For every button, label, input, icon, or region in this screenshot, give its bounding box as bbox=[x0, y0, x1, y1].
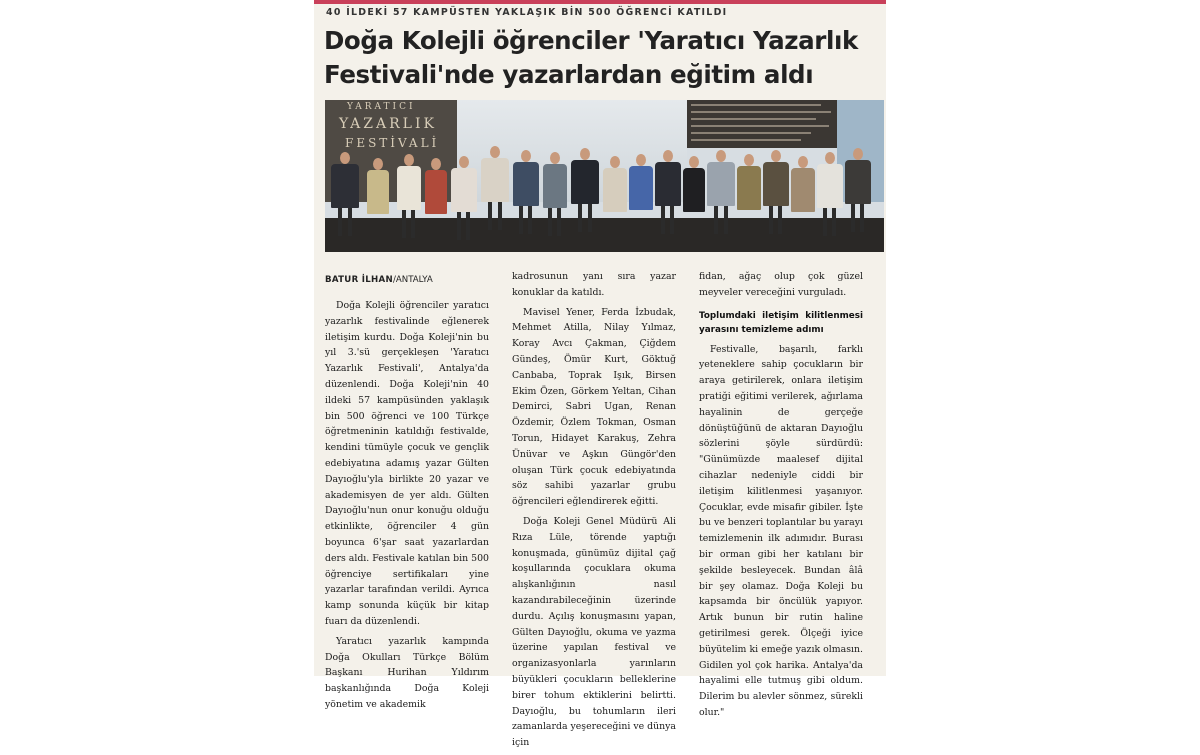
photo-person bbox=[367, 158, 389, 238]
subheading: Toplumdaki iletişim kilitlenmesi yarasını temizleme adımı bbox=[699, 310, 863, 335]
photo-person bbox=[331, 152, 359, 238]
photo-person bbox=[451, 156, 477, 238]
photo-person bbox=[655, 150, 681, 238]
byline-name: BATUR İLHAN bbox=[325, 275, 393, 285]
photo-person bbox=[791, 156, 815, 238]
photo-person bbox=[571, 148, 599, 238]
paragraph: Mavisel Yener, Ferda İzbudak, Mehmet Atilla, Nilay Yılmaz, Koray Avcı Çakman, Çiğdem Gündeş, Ömür Kurt, Göktuğ Canbaba, Toprak Işık, Birsen Ekim Özen, Görkem Yeltan, Cihan Demirci, Sabri Ugan, Renan Özdemir, Özlem Tokman, Osman Torun, Hidayet Karakuş, Zehra Ünüvar ve Aşkın Güngör'den oluşan Türk çocuk edebiyatında söz sahibi yazarlar grubu öğrencileri eğlendirerek eğitti. bbox=[512, 306, 676, 508]
photo-person bbox=[513, 150, 539, 238]
banner-line-3: FESTİVALİ bbox=[345, 136, 440, 150]
photo-person bbox=[737, 154, 761, 238]
article-column-2 bbox=[512, 269, 676, 755]
accent-bar bbox=[314, 0, 886, 4]
photo-person bbox=[845, 148, 871, 238]
byline-location: /ANTALYA bbox=[393, 275, 433, 285]
article-column-3 bbox=[699, 269, 863, 725]
newspaper-clipping bbox=[314, 0, 886, 749]
photo-person bbox=[543, 152, 567, 238]
article-column-1 bbox=[325, 298, 489, 717]
photo-person bbox=[763, 150, 789, 238]
photo-person bbox=[425, 158, 447, 238]
photo-person bbox=[603, 156, 627, 238]
paragraph: Yaratıcı yazarlık kampında Doğa Okulları Türkçe Bölüm Başkanı Hurihan Yıldırım başkanlığında Doğa Koleji yönetim ve akademik bbox=[325, 635, 489, 710]
paragraph: Doğa Kolejli öğrenciler yaratıcı yazarlık festivalinde eğlenerek iletişim kurdu. Doğa Koleji'nin bu yıl 3.'sü gerçekleşen 'Yaratıcı Yazarlık Festivali', Antalya'da düzenlendi. Doğa Koleji'nin 40 ildeki 57 kampüsünden yaklaşık bin 500 öğrenci ve 100 Türkçe öğretmeninin katıldığı festivalde, kendini tümüyle çocuk ve gençlik edebiyatına adamış yazar Gülten Dayıoğlu'yla birlikte 20 yazar ve akademisyen de yer aldı. Gülten Dayıoğlu'nun onur konuğu olduğu etkinlikte, öğrenciler 4 gün boyunca 6'şar saat yazarlardan ders aldı. Festivale katılan bin 500 öğrenciye sertifikaları yine yazarlar tarafından verildi. Ayrıca kamp sonunda küçük bir kitap fuarı da düzenlendi. bbox=[325, 300, 489, 627]
author-names-banner bbox=[687, 100, 837, 148]
photo-person bbox=[481, 146, 509, 238]
banner-line-2: YAZARLIK bbox=[339, 116, 437, 132]
byline bbox=[325, 275, 433, 285]
photo-person bbox=[707, 150, 735, 238]
photo-person bbox=[397, 154, 421, 238]
paragraph: Doğa Koleji Genel Müdürü Ali Rıza Lüle, törende yaptığı konuşmada, günümüz dijital çağ koşullarında çocuklara okuma alışkanlığının nasıl kazandırabileceğinin üzerinde durdu. Açılış konuşmasını yapan, Gülten Dayıoğlu, okuma ve yazma üzerine yapılan festival ve organizasyonlarla yarınların büyükleri çocukların belleklerine birer tohum ektiklerini belirtti. Dayıoğlu, bu tohumların ileri zamanlarda yeşereceğini ve dünya için bbox=[512, 515, 676, 749]
kicker: 40 İLDEKİ 57 KAMPÜSTEN YAKLAŞIK BİN 500 ÖĞRENCİ KATILDI bbox=[326, 7, 728, 18]
paragraph: Festivalle, başarılı, farklı yeteneklere sahip çocukların bir araya getirilerek, onlara iletişim pratiği eğitimi verilerek, ağırlama hayalinin de gerçeğe dönüştüğünü de aktaran Dayıoğlu sözlerini şöyle sürdürdü: "Günümüzde maalesef dijital cihazlar nedeniyle ciddi bir iletişim kilitlenmesi yaşanıyor. Çocuklar, evde misafir gibiler. İşte bu ve benzeri toplantılar bu yarayı temizlemenin ilk adımıdır. Burası bir orman gibi her katılanı bir şekilde besleyecek. Bundan âlâ bir şey olamaz. Doğa Koleji bu kapsamda bir öncülük yapıyor. Artık bunun bir rutin haline getirilmesi gerek. Ölçeği iyice büyütelim ki emeğe yazık olmasın. Gidilen yol çok harika. Antalya'da hayalimi elle tutmuş gibi oldum. Dilerim bu alevler sönmez, sürekli olur." bbox=[699, 343, 863, 718]
banner-line-1: YARATICI bbox=[347, 102, 416, 112]
headline: Doğa Kolejli öğrenciler 'Yaratıcı Yazarlık Festivali'nde yazarlardan eğitim aldı bbox=[324, 26, 858, 89]
event-photo bbox=[325, 100, 884, 252]
photo-person bbox=[817, 152, 843, 238]
photo-person bbox=[629, 154, 653, 238]
photo-person bbox=[683, 156, 705, 238]
paragraph: fidan, ağaç olup çok güzel meyveler vereceğini vurguladı. bbox=[699, 271, 863, 298]
paragraph: kadrosunun yanı sıra yazar konuklar da katıldı. bbox=[512, 271, 676, 298]
